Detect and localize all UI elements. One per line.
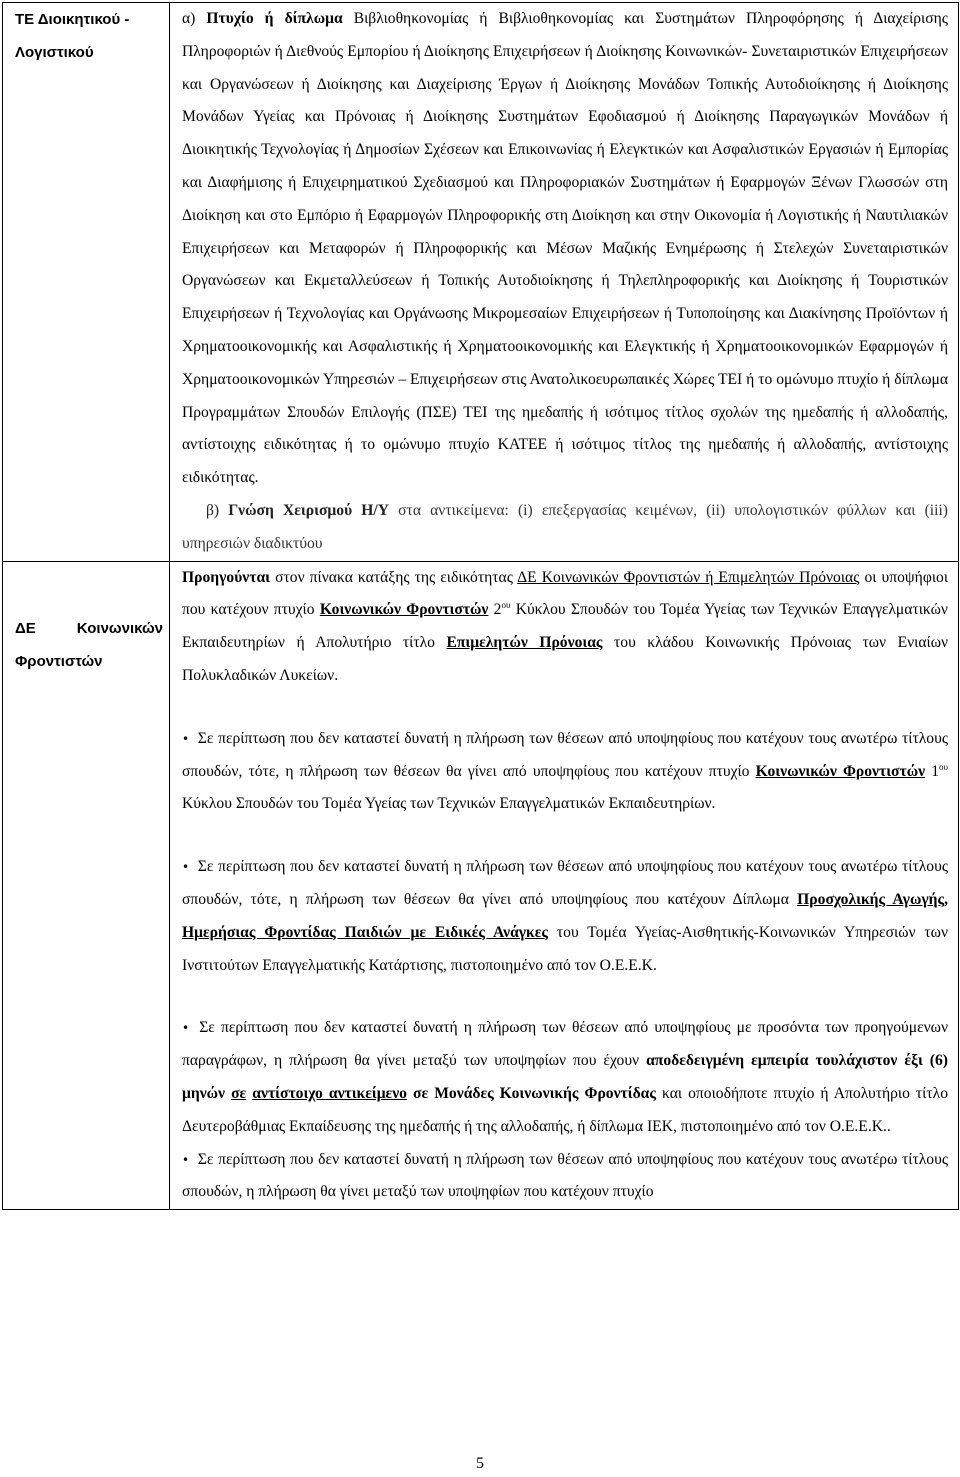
degree-list: Βιβλιοθηκονομίας ή Βιβλιοθηκονομίας και Συστημάτων Πληροφόρησης ή Διαχείρισης Πληροφοριών ή Διεθνούς Εμπορίου ή Διοίκησης Επιχειρήσεων ή Διοίκησης Κοινωνικών- Συνεταιριστικών Επιχειρήσεων και Οργανώσεων ή Διοίκησης και Διαχείρισης Έργων ή Διοίκησης Μονάδων Τοπικής Αυτοδιοίκησης ή Διοίκησης Μονάδων Υγείας και Πρόνοιας ή Διοίκησης Συστημάτων Εφοδιασμού ή Διοίκησης Παραγωγικών Μονάδων ή Διοικητικής Τεχνολογίας ή Δημοσίων Σχέσεων και Επικοινωνίας ή Ελεγκτικών και Ασφαλιστικών Εργασιών ή Εμπορίας και Διαφήμισης ή Επιχειρηματικού Σχεδιασμού και Πληροφοριακών Συστημάτων ή Εφαρμογών Ξένων Γλωσσών στη Διοίκηση και στο Εμπόριο ή Εφαρμογών Πληροφορικής στη Διοίκηση και στην Οικονομία ή Λογιστικής ή Ναυτιλιακών Επιχειρήσεων και Μεταφορών ή Πληροφορικής και Μέσων Μαζικής Ενημέρωσης ή Στελεχών Συνεταιριστικών Οργανώσεων και Εκμεταλλεύσεων ή Τοπικής Αυτοδιοίκησης ή Τηλεπληροφορικής και Διοίκησης ή Τουριστικών Επιχειρήσεων ή Τεχνολογίας και Οργάνωσης Μικρομεσαίων Επιχειρήσεων ή Τυποποίησης και Διακίνησης Προϊόντων ή Χρηματοοικονομικής και Ασφαλιστικής ή Χρηματοοικονομικής και Ελεγκτικής ή Χρηματοοικονομικών Εφαρμογών ή Χρηματοοικονομικών Υπηρεσιών – Επιχειρήσεων στις Ανατολικοευρωπαικές Χώρες ΤΕΙ ή το ομώνυμο πτυχίο ή δίπλωμα Προγραμμάτων Σπουδών Επιλογής (ΠΣΕ) ΤΕΙ της ημεδαπής ή ισότιμος τίτλος σχολών της ημεδαπής ή αλλοδαπής, αντίστοιχης ειδικότητας ή το ομώνυμο πτυχίο ΚΑΤΕΕ ή ισότιμος τίτλος της ημεδαπής ή αλλοδαπής, αντίστοιχης ειδικότητας. bbox=[182, 10, 948, 487]
bullet-icon: • bbox=[182, 860, 190, 875]
priority-label: Προηγούνται bbox=[182, 568, 271, 586]
table-row bbox=[3, 3, 959, 562]
degree-name: Κοινωνικών Φροντιστών bbox=[755, 762, 926, 780]
text-span: του κλάδου Κοινωνικής Πρόνοιας των Ενιαίων Πολυκλαδικών Λυκείων. bbox=[182, 634, 949, 684]
text-span: και οποιοδήποτε πτυχίο ή Απολυτήριο τίτλο Δευτεροβάθμιας Εκπαίδευσης της ημεδαπής ή της αλλοδαπής, ή δίπλωμα ΙΕΚ, πιστοποιημένο από τον Ο.Ε.Ε.Κ.. bbox=[182, 1084, 949, 1135]
category-cell bbox=[3, 561, 170, 1210]
text-span: Σε περίπτωση που δεν καταστεί δυνατή η πλήρωση των θέσεων από υποψηφίους που κατέχουν τους ανωτέρω τίτλους σπουδών, η πλήρωση θα γίνει μεταξύ των υποψηφίων που κατέχουν πτυχίο bbox=[182, 1150, 949, 1201]
ordinal-suffix: ου bbox=[939, 761, 949, 772]
category-title: ΤΕ Διοικητικού - Λογιστικού bbox=[15, 11, 130, 61]
degree-name: Επιμελητών Πρόνοιας bbox=[446, 634, 603, 652]
computer-skills-text: στα αντικείμενα: (i) επεξεργασίας κειμένων, (ii) υπολογιστικών φύλλων και (iii) υπηρεσιών διαδικτύου bbox=[182, 501, 948, 552]
specialty-name: ΔΕ Κοινωνικών Φροντιστών ή Επιμελητών Πρόνοιας bbox=[517, 568, 860, 586]
bullet-icon: • bbox=[182, 1152, 190, 1167]
degree-name: Προσχολικής Αγωγής, Ημερήσιας Φροντίδας Παιδιών με Ειδικές Ανάγκες bbox=[182, 890, 948, 941]
alternative-paragraph bbox=[170, 1144, 958, 1210]
page-number: 5 bbox=[476, 1455, 484, 1472]
alternative-paragraph bbox=[170, 1012, 958, 1143]
item-label: α) bbox=[182, 10, 196, 27]
bullet-icon: • bbox=[182, 731, 190, 746]
table-row bbox=[3, 561, 959, 1210]
computer-skills-heading: Γνώση Χειρισμού Η/Υ bbox=[228, 501, 390, 519]
category-title: ΔΕ Κοινωνικών Φροντιστών bbox=[15, 619, 163, 670]
alternative-paragraph bbox=[170, 723, 958, 821]
text-span: σε bbox=[231, 1084, 247, 1102]
care-units: σε Μονάδες Κοινωνικής Φροντίδας bbox=[413, 1084, 656, 1102]
text-span: Σε περίπτωση που δεν καταστεί δυνατή η πλήρωση των θέσεων από υποψηφίους που κατέχουν τους ανωτέρω τίτλους σπουδών, τότε, η πλήρωση των θέσεων θα γίνει από υποψηφίους που κατέχουν πτυχίο bbox=[182, 729, 949, 780]
cycle-number: 1 bbox=[931, 762, 940, 780]
text-span: στον πίνακα κατάξης της ειδικότητας bbox=[275, 568, 513, 586]
bullet-icon: • bbox=[182, 1021, 190, 1036]
requirements-cell bbox=[170, 561, 959, 1210]
requirement-a bbox=[170, 3, 958, 495]
relevant-field: αντίστοιχο αντικείμενο bbox=[252, 1084, 407, 1102]
alternative-paragraph bbox=[170, 851, 958, 982]
requirements-cell bbox=[170, 3, 959, 562]
degree-name: Κοινωνικών Φροντιστών bbox=[319, 601, 489, 619]
cycle-number: 2 bbox=[493, 601, 502, 619]
category-cell bbox=[3, 3, 170, 562]
text-span: Κύκλου Σπουδών του Τομέα Υγείας των Τεχνικών Επαγγελματικών Εκπαιδευτηρίων ή Απολυτήριο τίτλο bbox=[182, 601, 948, 652]
priority-paragraph bbox=[170, 562, 958, 693]
text-span: του Τομέα Υγείας-Αισθητικής-Κοινωνικών Υπηρεσιών των Ινστιτούτων Επαγγελματικής Κατάρτισης, πιστοποιημένο από τον Ο.Ε.Ε.Κ. bbox=[182, 923, 948, 974]
item-label: β) bbox=[206, 501, 220, 519]
experience-requirement: αποδεδειγμένη εμπειρία τουλάχιστον έξι (6) μηνών bbox=[182, 1052, 948, 1102]
qualifications-table bbox=[2, 2, 959, 1210]
text-span: οι υποψήφιοι που κατέχουν πτυχίο bbox=[182, 568, 949, 619]
requirement-b bbox=[170, 495, 958, 561]
text-span: Σε περίπτωση που δεν καταστεί δυνατή η πλήρωση των θέσεων από υποψηφίους που κατέχουν τους ανωτέρω τίτλους σπουδών, τότε, η πλήρωση των θέσεων θα γίνει από υποψηφίους που κατέχουν Δίπλωμα bbox=[182, 858, 949, 908]
ordinal-suffix: ου bbox=[501, 600, 511, 611]
degree-heading: Πτυχίο ή δίπλωμα bbox=[206, 10, 343, 27]
text-span: Κύκλου Σπουδών του Τομέα Υγείας των Τεχνικών Επαγγελματικών Εκπαιδευτηρίων. bbox=[182, 795, 716, 813]
text-span: Σε περίπτωση που δεν καταστεί δυνατή η πλήρωση των θέσεων από υποψηφίους με προσόντα των προηγούμενων παραγράφων, η πλήρωση θα γίνει μεταξύ των υποψηφίων που έχουν bbox=[182, 1019, 948, 1070]
